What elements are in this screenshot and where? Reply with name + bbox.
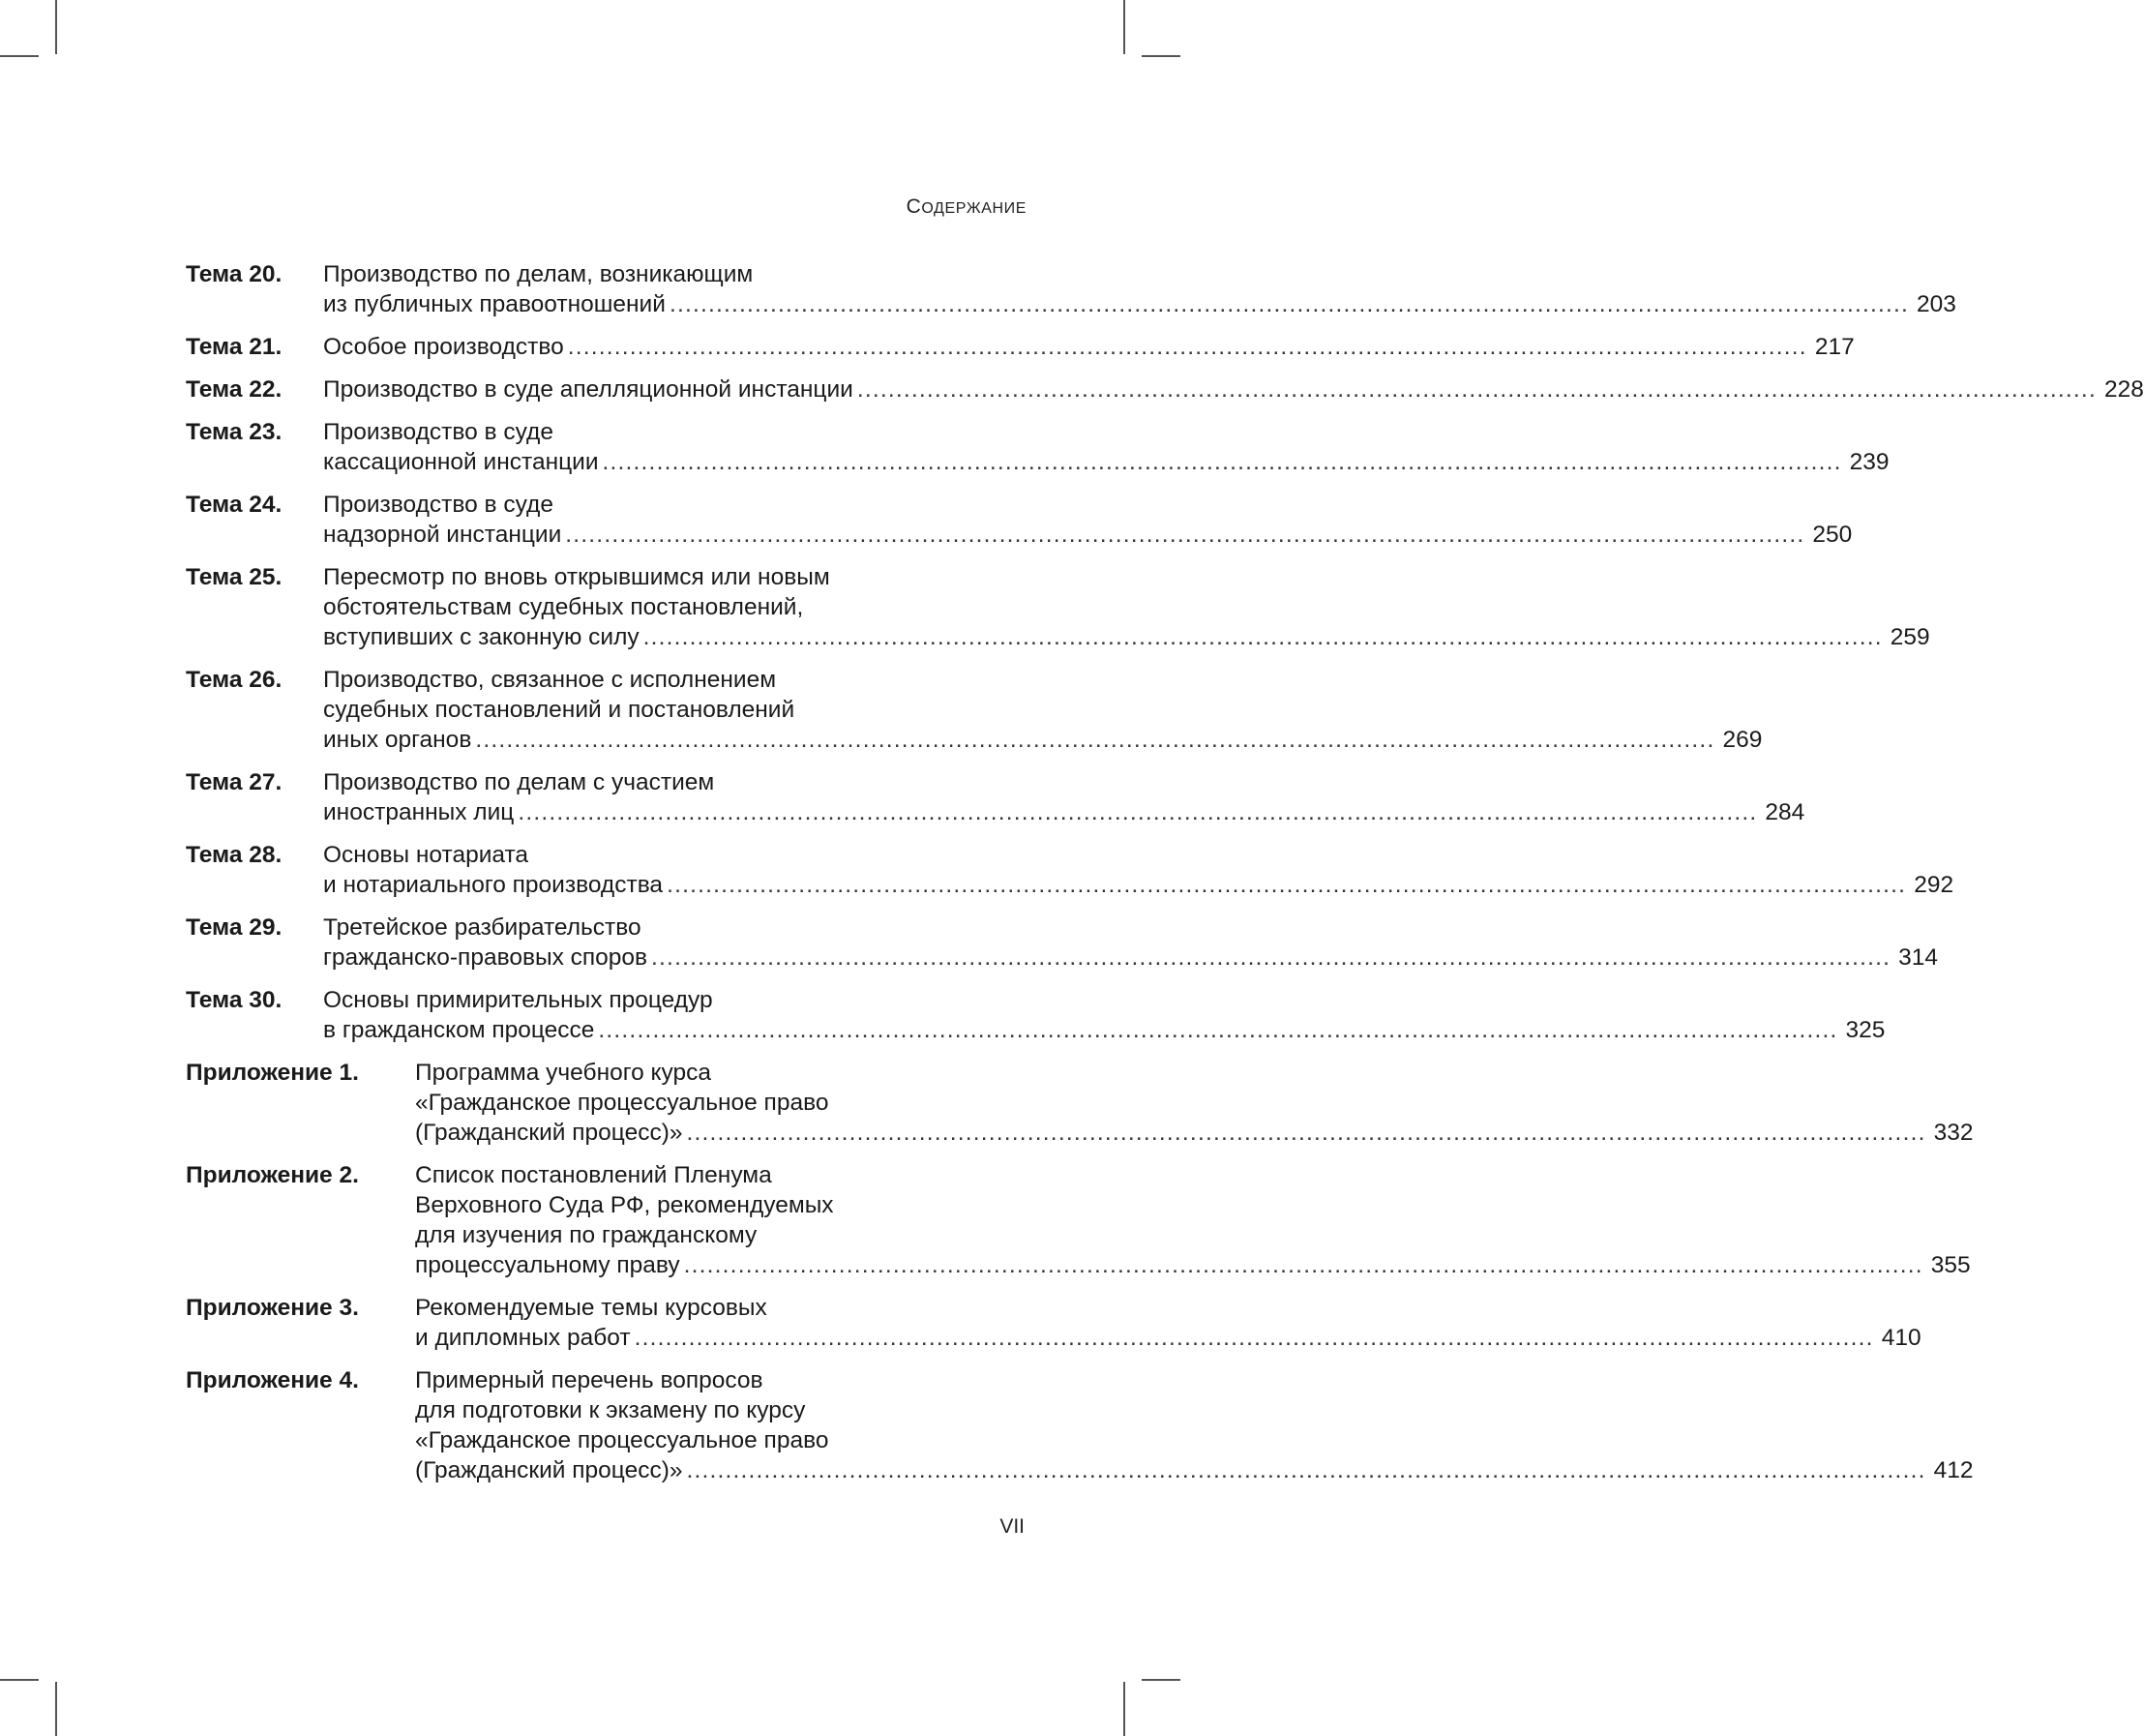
toc-entry-label: Приложение 1. — [186, 1060, 359, 1086]
toc-page-number: 239 — [1849, 449, 1890, 475]
toc-entry-title — [323, 767, 1805, 827]
toc-title-line — [323, 797, 1805, 827]
toc-title-line: «Гражданское процессуальное право — [415, 1427, 829, 1453]
toc-entry-title — [323, 374, 2144, 404]
toc-title-text: в гражданском процессе — [323, 1017, 595, 1043]
toc-page-number: 355 — [1930, 1252, 1971, 1278]
toc-title-text: гражданско-правовых споров — [323, 944, 648, 971]
toc-entry-label: Тема 29. — [186, 914, 283, 941]
toc-title-line: Производство, связанное с исполнением — [323, 667, 777, 693]
toc-entry-title — [323, 562, 1930, 652]
dot-leader: ................................................................................................................................................................ — [651, 944, 1891, 971]
toc-title-line: Верховного Суда РФ, рекомендуемых — [415, 1192, 834, 1218]
toc-page-number: 412 — [1933, 1457, 1974, 1483]
toc-title-line — [323, 622, 1930, 652]
toc-title-line — [323, 332, 1855, 362]
toc-title-line: Производство по делам с участием — [323, 769, 715, 795]
toc-entry[interactable] — [186, 840, 1954, 900]
toc-page-number: 228 — [2103, 376, 2144, 403]
toc-title-line: Производство в суде — [323, 419, 553, 445]
toc-entry[interactable] — [186, 417, 1890, 477]
toc-page-number: 292 — [1914, 872, 1954, 898]
toc-entry[interactable] — [186, 913, 1939, 973]
toc-page-number: 250 — [1812, 522, 1853, 548]
toc-entry-title — [323, 490, 1853, 550]
dot-leader: ................................................................................................................................................................ — [567, 334, 1807, 360]
toc-title-line: Программа учебного курса — [415, 1060, 712, 1086]
toc-entry[interactable] — [186, 259, 1956, 319]
toc-entry-title — [415, 1058, 1974, 1148]
toc-entry-label: Тема 30. — [186, 987, 283, 1013]
crop-mark — [0, 55, 39, 57]
toc-entry[interactable] — [186, 665, 1763, 755]
crop-mark — [1142, 55, 1180, 57]
toc-entry-label: Тема 22. — [186, 376, 283, 403]
toc-entry-label: Тема 28. — [186, 842, 283, 868]
toc-title-line: «Гражданское процессуальное право — [415, 1090, 829, 1116]
toc-title-line: Третейское разбирательство — [323, 914, 641, 941]
toc-entry-title — [323, 665, 1763, 755]
dot-leader: ................................................................................................................................................................ — [475, 727, 1715, 753]
toc-entry-label: Тема 23. — [186, 419, 283, 445]
dot-leader: ................................................................................................................................................................ — [642, 624, 1883, 650]
toc-title-line — [323, 289, 1956, 319]
toc-title-text: процессуальному праву — [415, 1252, 680, 1278]
dot-leader: ................................................................................................................................................................ — [667, 872, 1907, 898]
crop-mark — [1142, 1679, 1180, 1681]
toc-title-line: Основы нотариата — [323, 842, 529, 868]
toc-entry-title — [323, 332, 1855, 362]
toc-entry[interactable] — [186, 490, 1853, 550]
toc-entry[interactable] — [186, 1058, 1974, 1148]
toc-entry[interactable] — [186, 562, 1930, 652]
toc-entry-title — [323, 985, 1886, 1045]
toc-title-line — [415, 1323, 1921, 1353]
toc-entry-label: Тема 20. — [186, 261, 283, 287]
toc-entry-label: Приложение 4. — [186, 1367, 359, 1393]
toc-page-number: 284 — [1765, 799, 1805, 825]
toc-entry[interactable] — [186, 332, 1855, 362]
toc-title-line: Список постановлений Пленума — [415, 1162, 772, 1188]
toc-entry[interactable] — [186, 767, 1805, 827]
toc-title-line — [323, 725, 1763, 755]
toc-title-text: и дипломных работ — [415, 1325, 631, 1351]
toc-title-text: (Гражданский процесс)» — [415, 1457, 683, 1483]
toc-title-line — [323, 1015, 1886, 1045]
toc-entry-label: Тема 27. — [186, 769, 283, 795]
toc-page-number: 410 — [1881, 1325, 1921, 1351]
toc-page-number: 269 — [1722, 727, 1763, 753]
toc-title-line: для подготовки к экзамену по курсу — [415, 1397, 806, 1423]
dot-leader: ................................................................................................................................................................ — [669, 291, 1910, 317]
toc-entry-title — [323, 417, 1890, 477]
dot-leader: ................................................................................................................................................................ — [634, 1325, 1874, 1351]
toc-title-line — [323, 943, 1939, 973]
toc-title-text: надзорной инстанции — [323, 522, 562, 548]
table-of-contents — [186, 259, 2144, 1498]
toc-entry-title — [415, 1293, 1921, 1353]
toc-title-text: из публичных правоотношений — [323, 291, 666, 317]
toc-title-line — [415, 1250, 1971, 1280]
dot-leader: ................................................................................................................................................................ — [518, 799, 1758, 825]
toc-entry-title — [415, 1160, 1971, 1280]
toc-title-line: Рекомендуемые темы курсовых — [415, 1295, 767, 1321]
toc-page-number: 325 — [1845, 1017, 1886, 1043]
running-head-rest: ОДЕРЖАНИЕ — [921, 200, 1027, 217]
toc-title-line — [323, 447, 1890, 477]
toc-entry[interactable] — [186, 374, 2144, 404]
dot-leader: ................................................................................................................................................................ — [602, 449, 1842, 475]
toc-entry-label: Приложение 2. — [186, 1162, 359, 1188]
toc-title-line: Примерный перечень вопросов — [415, 1367, 763, 1393]
toc-entry-label: Тема 25. — [186, 564, 283, 590]
toc-entry[interactable] — [186, 1293, 1921, 1353]
dot-leader: ................................................................................................................................................................ — [598, 1017, 1838, 1043]
crop-mark — [0, 1679, 39, 1681]
toc-title-line: Производство по делам, возникающим — [323, 261, 754, 287]
running-head-initial: С — [906, 195, 922, 218]
toc-title-line — [415, 1455, 1974, 1485]
toc-title-text: иных органов — [323, 727, 472, 753]
running-head — [907, 195, 1027, 219]
toc-title-text: иностранных лиц — [323, 799, 515, 825]
crop-mark — [55, 1682, 57, 1736]
toc-title-text: кассационной инстанции — [323, 449, 599, 475]
toc-page-number: 217 — [1814, 334, 1855, 360]
toc-entry-label: Тема 26. — [186, 667, 283, 693]
toc-title-text: Производство в суде апелляционной инстанции — [323, 376, 853, 403]
toc-page-number: 314 — [1898, 944, 1939, 971]
toc-title-line — [415, 1118, 1974, 1148]
crop-mark — [1123, 1682, 1125, 1736]
toc-title-text: (Гражданский процесс)» — [415, 1120, 683, 1146]
toc-page-number: 332 — [1933, 1120, 1974, 1146]
page-number: VII — [999, 1515, 1025, 1538]
toc-entry[interactable] — [186, 1160, 1971, 1280]
dot-leader: ................................................................................................................................................................ — [686, 1457, 1926, 1483]
toc-entry-title — [323, 913, 1939, 973]
crop-mark — [55, 0, 57, 54]
toc-title-text: и нотариального производства — [323, 872, 664, 898]
toc-title-line — [323, 870, 1954, 900]
toc-title-line: Производство в суде — [323, 492, 553, 518]
toc-title-line: Основы примирительных процедур — [323, 987, 713, 1013]
toc-title-line: Пересмотр по вновь открывшимся или новым — [323, 564, 830, 590]
toc-page-number: 203 — [1917, 291, 1956, 317]
toc-title-text: вступивших с законную силу — [323, 624, 640, 650]
toc-title-line: судебных постановлений и постановлений — [323, 697, 795, 723]
toc-page-number: 259 — [1890, 624, 1930, 650]
toc-title-line — [323, 374, 2144, 404]
toc-entry[interactable] — [186, 985, 1886, 1045]
toc-title-line — [323, 520, 1853, 550]
toc-title-text: Особое производство — [323, 334, 564, 360]
toc-title-line: обстоятельствам судебных постановлений, — [323, 594, 804, 620]
toc-entry-label: Тема 24. — [186, 492, 283, 518]
toc-title-line: для изучения по гражданскому — [415, 1222, 758, 1248]
crop-mark — [1123, 0, 1125, 54]
dot-leader: ................................................................................................................................................................ — [565, 522, 1805, 548]
toc-entry-label: Тема 21. — [186, 334, 283, 360]
dot-leader: ................................................................................................................................................................ — [856, 376, 2097, 403]
dot-leader: ................................................................................................................................................................ — [683, 1252, 1923, 1278]
dot-leader: ................................................................................................................................................................ — [686, 1120, 1926, 1146]
toc-entry-label: Приложение 3. — [186, 1295, 359, 1321]
toc-entry-title — [323, 259, 1956, 319]
toc-entry-title — [415, 1365, 1974, 1485]
toc-entry[interactable] — [186, 1365, 1974, 1485]
toc-entry-title — [323, 840, 1954, 900]
